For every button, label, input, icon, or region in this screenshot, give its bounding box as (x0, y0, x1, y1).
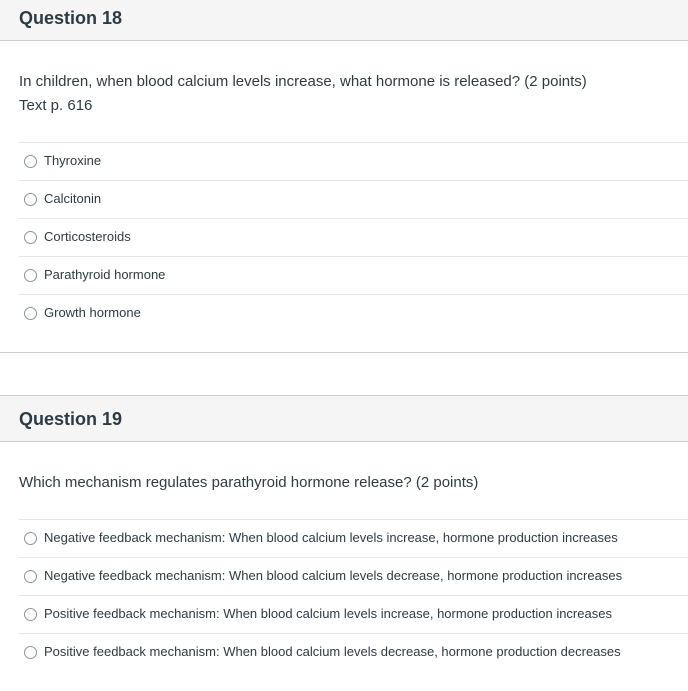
question-18-text (19, 70, 587, 118)
answer-label: Calcitonin (44, 191, 102, 206)
answer-label: Positive feedback mechanism: When blood calcium levels increase, hormone production increases (44, 606, 612, 621)
radio-button[interactable] (24, 307, 37, 320)
question-18-answer-1[interactable] (19, 142, 688, 180)
radio-button[interactable] (24, 608, 37, 621)
question-18-bottom-divider (0, 352, 688, 353)
answer-label: Negative feedback mechanism: When blood calcium levels decrease, hormone production increases (44, 568, 623, 583)
radio-button[interactable] (24, 193, 37, 206)
question-19-text (19, 471, 478, 495)
answer-label: Thyroxine (44, 153, 102, 168)
question-19-header (0, 395, 688, 442)
question-18-answer-2[interactable] (19, 180, 688, 218)
radio-button[interactable] (24, 532, 37, 545)
question-18-prompt: In children, when blood calcium levels increase, what hormone is released? (2 points) (19, 73, 587, 90)
answer-label: Negative feedback mechanism: When blood calcium levels increase, hormone production increases (44, 530, 618, 545)
question-19-answer-2[interactable] (19, 557, 688, 595)
radio-button[interactable] (24, 231, 37, 244)
question-19-answer-3[interactable] (19, 595, 688, 633)
radio-button[interactable] (24, 570, 37, 583)
question-18-title: Question 18 (19, 8, 123, 28)
question-18-answer-5[interactable] (19, 294, 688, 332)
answer-label: Corticosteroids (44, 229, 131, 244)
answer-label: Parathyroid hormone (44, 267, 166, 282)
question-19-answer-4[interactable] (19, 633, 688, 671)
answer-label: Growth hormone (44, 305, 141, 320)
radio-button[interactable] (24, 269, 37, 282)
question-18-header (0, 0, 688, 41)
question-18-answer-3[interactable] (19, 218, 688, 256)
question-19-prompt: Which mechanism regulates parathyroid hormone release? (2 points) (19, 474, 479, 491)
question-19-title: Question 19 (19, 409, 123, 429)
radio-button[interactable] (24, 155, 37, 168)
question-18-answer-4[interactable] (19, 256, 688, 294)
question-19-answer-1[interactable] (19, 519, 688, 557)
question-18-reference: Text p. 616 (19, 97, 93, 114)
radio-button[interactable] (24, 646, 37, 659)
answer-label: Positive feedback mechanism: When blood calcium levels decrease, hormone production decreases (44, 644, 621, 659)
